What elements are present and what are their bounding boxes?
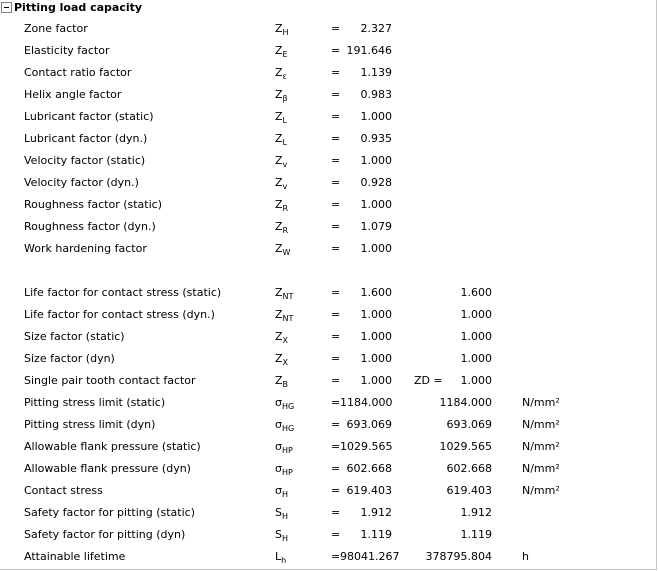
row-label: Single pair tooth contact factor xyxy=(24,374,196,387)
row-label: Work hardening factor xyxy=(24,242,147,255)
value-2: 1.912 xyxy=(460,506,492,519)
table-row xyxy=(0,151,656,173)
row-symbol xyxy=(275,440,293,454)
table-row xyxy=(0,547,656,569)
row-label: Attainable lifetime xyxy=(24,550,126,563)
symbol-subscript: v xyxy=(282,160,288,169)
table-row xyxy=(0,173,656,195)
table-row xyxy=(0,129,656,151)
table-row xyxy=(0,217,656,239)
value-1: 619.403 xyxy=(346,484,392,497)
symbol-base: Z xyxy=(275,198,283,211)
row-label: Lubricant factor (dyn.) xyxy=(24,132,148,145)
value-2: 1029.565 xyxy=(439,440,492,453)
symbol-subscript: B xyxy=(282,380,289,389)
equals-sign: = xyxy=(331,440,341,453)
symbol-subscript: H xyxy=(282,28,289,37)
row-symbol xyxy=(275,220,288,234)
value-1: 1.000 xyxy=(360,374,392,387)
row-label: Helix angle factor xyxy=(24,88,122,101)
row-label: Size factor (dyn) xyxy=(24,352,115,365)
row-label: Contact ratio factor xyxy=(24,66,132,79)
equals-sign: = xyxy=(331,154,341,167)
row-symbol xyxy=(275,44,288,58)
symbol-subscript: E xyxy=(282,50,288,59)
symbol-base: σ xyxy=(275,440,282,453)
table-row xyxy=(0,85,656,107)
symbol-base: σ xyxy=(275,396,282,409)
symbol-base: Z xyxy=(275,66,283,79)
symbol-base: Z xyxy=(275,110,283,123)
row-label: Size factor (static) xyxy=(24,330,125,343)
row-label: Allowable flank pressure (static) xyxy=(24,440,201,453)
unit-label: N/mm² xyxy=(522,418,560,431)
zd-label: ZD = xyxy=(414,374,443,387)
table-row xyxy=(0,19,656,41)
unit-label: N/mm² xyxy=(522,396,560,409)
equals-sign: = xyxy=(331,242,341,255)
symbol-subscript: L xyxy=(282,116,288,125)
row-label: Roughness factor (dyn.) xyxy=(24,220,156,233)
row-label: Safety factor for pitting (dyn) xyxy=(24,528,186,541)
row-label: Roughness factor (static) xyxy=(24,198,163,211)
symbol-base: Z xyxy=(275,330,283,343)
row-symbol xyxy=(275,550,286,564)
row-symbol xyxy=(275,528,288,542)
equals-sign: = xyxy=(331,308,341,321)
row-symbol xyxy=(275,484,288,498)
equals-sign: = xyxy=(331,396,341,409)
symbol-subscript: L xyxy=(282,138,288,147)
value-1: 1.000 xyxy=(360,352,392,365)
symbol-base: Z xyxy=(275,352,283,365)
value-1: 191.646 xyxy=(346,44,392,57)
symbol-subscript: W xyxy=(282,248,291,257)
row-symbol xyxy=(275,462,293,476)
symbol-subscript: HG xyxy=(281,402,295,411)
row-symbol xyxy=(275,286,293,300)
equals-sign: = xyxy=(331,484,341,497)
row-symbol xyxy=(275,242,290,256)
symbol-base: Z xyxy=(275,220,283,233)
row-symbol xyxy=(275,352,288,366)
symbol-base: σ xyxy=(275,462,282,475)
symbol-subscript: v xyxy=(282,182,288,191)
value-1: 1.000 xyxy=(360,154,392,167)
table-row xyxy=(0,107,656,129)
symbol-base: σ xyxy=(275,418,282,431)
section-title: Pitting load capacity xyxy=(14,1,143,14)
value-1: 1029.565 xyxy=(340,440,393,453)
value-1: 1.000 xyxy=(360,110,392,123)
unit-label: N/mm² xyxy=(522,462,560,475)
row-symbol xyxy=(275,330,288,344)
table-row xyxy=(0,41,656,63)
row-symbol xyxy=(275,308,293,322)
symbol-subscript: H xyxy=(281,534,288,543)
value-2: 1.000 xyxy=(460,330,492,343)
equals-sign: = xyxy=(331,198,341,211)
table-row xyxy=(0,63,656,85)
table-row xyxy=(0,415,656,437)
value-1: 1.000 xyxy=(360,198,392,211)
collapse-minus-icon[interactable] xyxy=(1,2,12,13)
symbol-base: Z xyxy=(275,154,283,167)
equals-sign: = xyxy=(331,66,341,79)
equals-sign: = xyxy=(331,374,341,387)
value-1: 1.119 xyxy=(360,528,392,541)
equals-sign: = xyxy=(331,88,341,101)
table-row xyxy=(0,371,656,393)
symbol-subscript: R xyxy=(282,226,289,235)
row-label: Pitting stress limit (dyn) xyxy=(24,418,156,431)
value-2: 1.119 xyxy=(460,528,492,541)
table-row xyxy=(0,239,656,261)
symbol-base: L xyxy=(275,550,282,563)
symbol-subscript: H xyxy=(281,490,288,499)
value-1: 0.928 xyxy=(360,176,392,189)
value-2: 378795.804 xyxy=(425,550,492,563)
equals-sign: = xyxy=(331,462,341,475)
equals-sign: = xyxy=(331,550,341,563)
row-label: Velocity factor (static) xyxy=(24,154,146,167)
row-symbol xyxy=(275,22,289,36)
unit-label: N/mm² xyxy=(522,440,560,453)
symbol-subscript: HP xyxy=(281,446,293,455)
symbol-subscript: h xyxy=(281,556,287,565)
value-1: 1.000 xyxy=(360,242,392,255)
value-1: 1.600 xyxy=(360,286,392,299)
row-symbol xyxy=(275,396,294,410)
table-row xyxy=(0,305,656,327)
value-1: 1.000 xyxy=(360,330,392,343)
row-symbol xyxy=(275,418,294,432)
symbol-base: Z xyxy=(275,286,283,299)
symbol-base: S xyxy=(275,506,282,519)
row-symbol xyxy=(275,506,288,520)
table-row xyxy=(0,327,656,349)
value-1: 1184.000 xyxy=(340,396,393,409)
equals-sign: = xyxy=(331,132,341,145)
row-label: Contact stress xyxy=(24,484,103,497)
row-label: Velocity factor (dyn.) xyxy=(24,176,139,189)
row-symbol xyxy=(275,374,288,388)
row-label: Zone factor xyxy=(24,22,88,35)
equals-sign: = xyxy=(331,330,341,343)
equals-sign: = xyxy=(331,44,341,57)
symbol-subscript: H xyxy=(281,512,288,521)
symbol-subscript: NT xyxy=(282,314,294,323)
equals-sign: = xyxy=(331,418,341,431)
value-2: 1.600 xyxy=(460,286,492,299)
row-symbol xyxy=(275,66,287,80)
symbol-base: Z xyxy=(275,176,283,189)
value-1: 0.935 xyxy=(360,132,392,145)
equals-sign: = xyxy=(331,22,341,35)
row-symbol xyxy=(275,154,287,168)
equals-sign: = xyxy=(331,528,341,541)
symbol-base: S xyxy=(275,528,282,541)
row-label: Lubricant factor (static) xyxy=(24,110,154,123)
row-label: Elasticity factor xyxy=(24,44,110,57)
unit-label: h xyxy=(522,550,529,563)
value-2: 1184.000 xyxy=(439,396,492,409)
equals-sign: = xyxy=(331,506,341,519)
row-label: Life factor for contact stress (static) xyxy=(24,286,222,299)
value-1: 1.079 xyxy=(360,220,392,233)
value-2: 693.069 xyxy=(446,418,492,431)
symbol-base: Z xyxy=(275,88,283,101)
equals-sign: = xyxy=(331,352,341,365)
symbol-base: Z xyxy=(275,374,283,387)
symbol-base: Z xyxy=(275,242,283,255)
value-2: 619.403 xyxy=(446,484,492,497)
symbol-subscript: R xyxy=(282,204,289,213)
row-symbol xyxy=(275,88,288,102)
row-label: Life factor for contact stress (dyn.) xyxy=(24,308,215,321)
symbol-subscript: X xyxy=(282,336,289,345)
symbol-subscript: β xyxy=(282,94,288,103)
row-symbol xyxy=(275,132,287,146)
value-1: 2.327 xyxy=(360,22,392,35)
equals-sign: = xyxy=(331,110,341,123)
row-label: Pitting stress limit (static) xyxy=(24,396,166,409)
table-row xyxy=(0,437,656,459)
row-symbol xyxy=(275,176,287,190)
symbol-subscript: NT xyxy=(282,292,294,301)
value-2: 1.000 xyxy=(460,374,492,387)
symbol-subscript: HG xyxy=(281,424,295,433)
row-label: Safety factor for pitting (static) xyxy=(24,506,195,519)
table-row xyxy=(0,195,656,217)
equals-sign: = xyxy=(331,286,341,299)
unit-label: N/mm² xyxy=(522,484,560,497)
value-1: 98041.267 xyxy=(340,550,400,563)
table-row xyxy=(0,525,656,547)
value-2: 1.000 xyxy=(460,308,492,321)
row-symbol xyxy=(275,198,288,212)
symbol-base: Z xyxy=(275,44,283,57)
value-2: 602.668 xyxy=(446,462,492,475)
equals-sign: = xyxy=(331,220,341,233)
equals-sign: = xyxy=(331,176,341,189)
value-1: 0.983 xyxy=(360,88,392,101)
value-1: 1.139 xyxy=(360,66,392,79)
symbol-base: σ xyxy=(275,484,282,497)
value-1: 1.912 xyxy=(360,506,392,519)
symbol-subscript: ε xyxy=(282,72,287,81)
value-1: 1.000 xyxy=(360,308,392,321)
value-2: 1.000 xyxy=(460,352,492,365)
row-label: Allowable flank pressure (dyn) xyxy=(24,462,191,475)
table-row xyxy=(0,481,656,503)
table-row xyxy=(0,503,656,525)
value-1: 693.069 xyxy=(346,418,392,431)
value-1: 602.668 xyxy=(346,462,392,475)
table-row xyxy=(0,283,656,305)
symbol-subscript: X xyxy=(282,358,289,367)
table-row xyxy=(0,349,656,371)
row-symbol xyxy=(275,110,287,124)
symbol-base: Z xyxy=(275,132,283,145)
symbol-base: Z xyxy=(275,308,283,321)
table-row xyxy=(0,393,656,415)
symbol-base: Z xyxy=(275,22,283,35)
symbol-subscript: HP xyxy=(281,468,293,477)
table-row xyxy=(0,459,656,481)
